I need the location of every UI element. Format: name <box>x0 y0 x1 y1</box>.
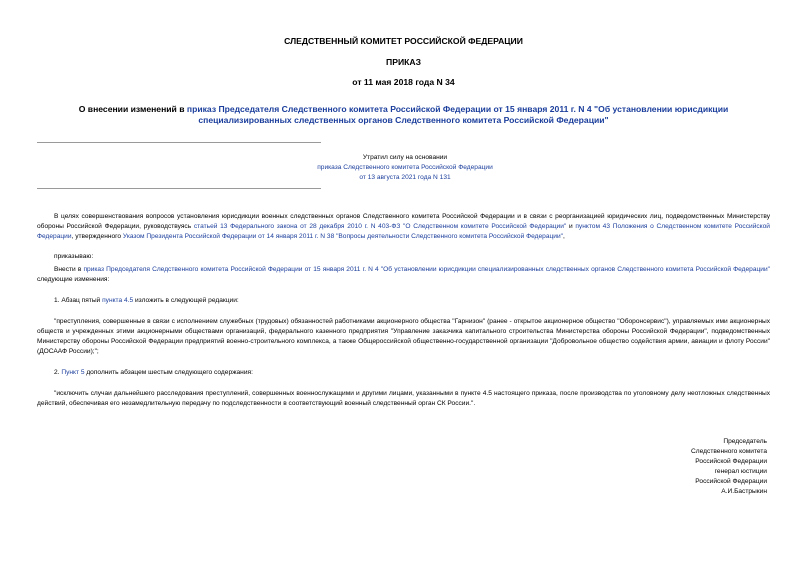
title-order-link[interactable]: приказ Председателя Следственного комитета Российской Федерации от 15 января 2011 г. N 4 "Об установлении юрисдикции специализированных следственных органов Следственного комитета Российской Федерации" <box>186 104 729 125</box>
regulation-link[interactable]: пунктом 43 Положения о Следственном комитете Российской Федерации <box>37 223 770 240</box>
item-2-text: 2. <box>54 369 62 376</box>
document-date-number: от 11 мая 2018 года N 34 <box>352 77 455 87</box>
item-1-quote: "преступления, совершенные в связи с исполнением служебных (трудовых) обязанностей работниками акционерного общества "Гарнизон" (ранее - открытое акционерное общество "Оборонсервис"), управляемых ими акционерных обществ и учрежденных этими акционерными обществами организаций, федерального казенного предприятия "Управление заказчика капитального строительства Министерства обороны Российской Федерации", подведомственных Министерству обороны Российской Федерации предприятий военно-строительного комплекса, а также Общероссийской общественно-государственной организации "Добровольное общество содействия армии, авиации и флоту России" (ДОСААФ России);"; <box>37 318 770 355</box>
item-2-paragraph <box>37 368 770 378</box>
item-1-text: изложить в следующей редакции: <box>133 297 239 304</box>
repeal-note <box>236 153 574 183</box>
preamble-paragraph <box>37 212 770 242</box>
preamble-text: , утвержденного <box>71 233 123 240</box>
signature-line: Российской Федерации <box>695 458 767 465</box>
document-title <box>40 104 767 125</box>
law-article-link[interactable]: статьей 13 Федерального закона от 28 декабря 2010 г. N 403-ФЗ "О Следственном комитете Российской Федерации" <box>193 223 567 230</box>
item-4-5-link[interactable]: пункта 4.5 <box>102 297 134 304</box>
amended-order-link[interactable]: приказ Председателя Следственного комитета Российской Федерации от 15 января 2011 г. N 4 "Об установлении юрисдикции специализированных следственных органов Следственного комитета Российской Федерации" <box>83 266 770 273</box>
signature-line: Российской Федерации <box>695 478 767 485</box>
preamble-text: и <box>566 223 576 230</box>
signatory-name: А.И.Бастрыкин <box>721 488 767 495</box>
preamble-text: В целях совершенствования вопросов установления юрисдикции военных следственных органов Следственного комитета Российской Федерации и в связи с реорганизацией юридических лиц, подведомственных Министерству обороны Российской Федерации, руководствуясь <box>37 213 770 230</box>
decree-link[interactable]: Указом Президента Российской Федерации от 14 января 2011 г. N 38 "Вопросы деятельности Следственного комитета Российской Федерации" <box>122 233 563 240</box>
item-2-quote: "исключить случаи дальнейшего расследования преступлений, совершенных военнослужащими и другими лицами, указанными в пункте 4.5 настоящего приказа, после производства по уголовному делу неотложных следственных действий, обеспечивая его незамедлительную передачу по подследственности в соответствующий военный следственный орган СК России.". <box>37 390 770 407</box>
item-2-text: дополнить абзацем шестым следующего содержания: <box>84 369 253 376</box>
signature-line: генерал юстиции <box>714 468 767 475</box>
organization-heading: СЛЕДСТВЕННЫЙ КОМИТЕТ РОССИЙСКОЙ ФЕДЕРАЦИИ <box>284 36 523 46</box>
order-word: приказываю: <box>54 253 94 260</box>
item-1-text: 1. Абзац пятый <box>54 297 103 304</box>
signature-block <box>607 437 767 497</box>
amendment-paragraph <box>37 265 770 285</box>
amendment-text: следующие изменения: <box>37 276 110 283</box>
signature-line: Следственного комитета <box>691 448 767 455</box>
item-1-paragraph <box>37 296 770 306</box>
amendment-text: Внести в <box>54 266 84 273</box>
repeal-order-link[interactable]: приказа Следственного комитета Российской Федерации <box>317 164 493 171</box>
note-bottom-divider <box>37 188 321 189</box>
note-top-divider <box>37 142 321 143</box>
repeal-order-date-link[interactable]: от 13 августа 2021 года N 131 <box>359 174 451 181</box>
item-5-link[interactable]: Пункт 5 <box>61 369 85 376</box>
title-prefix: О внесении изменений в <box>78 104 187 114</box>
repeal-note-line: Утратил силу на основании <box>362 154 448 161</box>
preamble-text: , <box>562 233 565 240</box>
document-type-heading: ПРИКАЗ <box>386 57 421 67</box>
signature-line: Председатель <box>723 438 767 445</box>
